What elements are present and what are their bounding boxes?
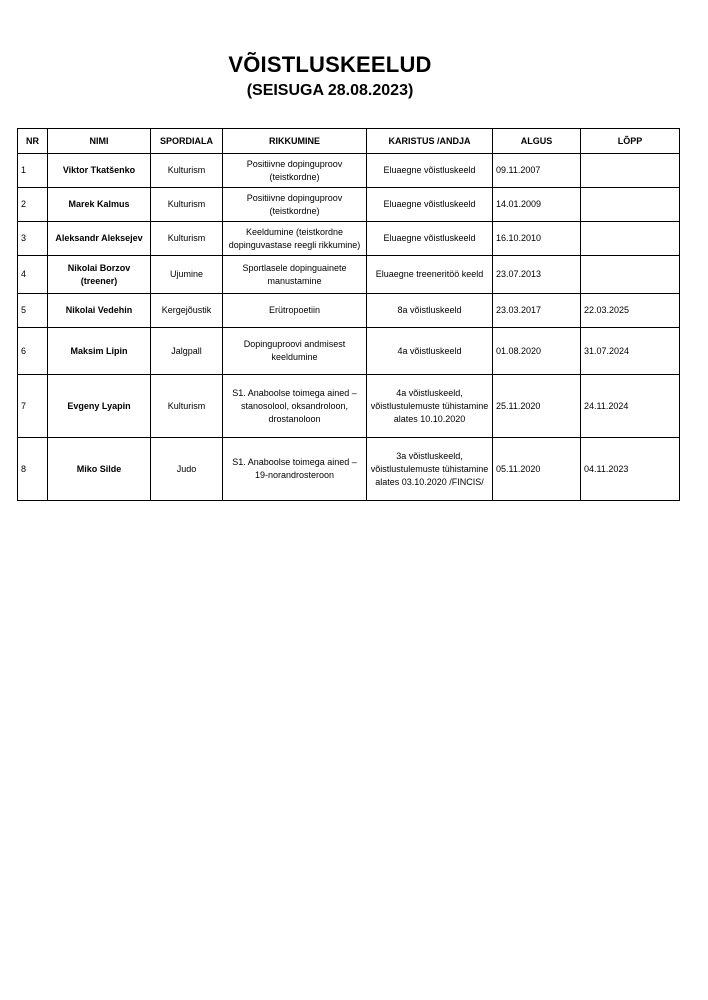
cell-algus: 05.11.2020	[493, 438, 581, 501]
cell-karistus: Eluaegne võistluskeeld	[367, 154, 493, 188]
cell-lopp: 31.07.2024	[581, 328, 680, 375]
cell-lopp	[581, 222, 680, 256]
column-header-karistus: KARISTUS /ANDJA	[367, 129, 493, 154]
cell-spordiala: Kulturism	[151, 222, 223, 256]
column-header-nimi: NIMI	[48, 129, 151, 154]
cell-nr: 2	[18, 188, 48, 222]
page-title: VÕISTLUSKEELUD	[228, 52, 432, 77]
column-header-lopp: LÕPP	[581, 129, 680, 154]
table-header-row	[18, 129, 680, 154]
cell-nimi: Marek Kalmus	[48, 188, 151, 222]
cell-nimi: Miko Silde	[48, 438, 151, 501]
suspensions-table	[17, 128, 680, 501]
cell-algus: 01.08.2020	[493, 328, 581, 375]
cell-nimi: Nikolai Borzov (treener)	[48, 256, 151, 294]
cell-algus: 16.10.2010	[493, 222, 581, 256]
cell-algus: 25.11.2020	[493, 375, 581, 438]
cell-rikkumine: S1. Anaboolse toimega ained – stanosolool, oksandroloon, drostanoloon	[223, 375, 367, 438]
cell-rikkumine: Positiivne dopinguproov (teistkordne)	[223, 188, 367, 222]
cell-lopp	[581, 188, 680, 222]
cell-algus: 09.11.2007	[493, 154, 581, 188]
cell-algus: 14.01.2009	[493, 188, 581, 222]
table-row	[18, 256, 680, 294]
cell-karistus: 3a võistluskeeld, võistlustulemuste tühistamine alates 03.10.2020 /FINCIS/	[367, 438, 493, 501]
cell-rikkumine: Sportlasele dopinguainete manustamine	[223, 256, 367, 294]
table-row	[18, 438, 680, 501]
cell-lopp: 22.03.2025	[581, 294, 680, 328]
cell-nr: 3	[18, 222, 48, 256]
cell-spordiala: Judo	[151, 438, 223, 501]
column-header-spordiala: SPORDIALA	[151, 129, 223, 154]
cell-nr: 5	[18, 294, 48, 328]
cell-spordiala: Kergejõustik	[151, 294, 223, 328]
page-subtitle: (SEISUGA 28.08.2023)	[246, 82, 414, 99]
cell-lopp	[581, 256, 680, 294]
table-row	[18, 154, 680, 188]
cell-spordiala: Kulturism	[151, 375, 223, 438]
cell-spordiala: Kulturism	[151, 188, 223, 222]
cell-spordiala: Kulturism	[151, 154, 223, 188]
cell-karistus: Eluaegne võistluskeeld	[367, 188, 493, 222]
cell-karistus: 8a võistluskeeld	[367, 294, 493, 328]
cell-rikkumine: Erütropoetiin	[223, 294, 367, 328]
cell-nimi: Viktor Tkatšenko	[48, 154, 151, 188]
table-row	[18, 222, 680, 256]
cell-lopp: 04.11.2023	[581, 438, 680, 501]
cell-karistus: Eluaegne võistluskeeld	[367, 222, 493, 256]
cell-rikkumine: S1. Anaboolse toimega ained – 19-norandrosteroon	[223, 438, 367, 501]
cell-algus: 23.07.2013	[493, 256, 581, 294]
cell-nr: 6	[18, 328, 48, 375]
table-row	[18, 188, 680, 222]
cell-karistus: 4a võistluskeeld, võistlustulemuste tühistamine alates 10.10.2020	[367, 375, 493, 438]
table-row	[18, 375, 680, 438]
cell-nimi: Nikolai Vedehin	[48, 294, 151, 328]
cell-nimi: Maksim Lipin	[48, 328, 151, 375]
cell-karistus: Eluaegne treeneritöö keeld	[367, 256, 493, 294]
table-row	[18, 328, 680, 375]
column-header-rikkumine: RIKKUMINE	[223, 129, 367, 154]
cell-algus: 23.03.2017	[493, 294, 581, 328]
cell-nr: 4	[18, 256, 48, 294]
cell-nimi: Aleksandr Aleksejev	[48, 222, 151, 256]
cell-nr: 8	[18, 438, 48, 501]
cell-nr: 1	[18, 154, 48, 188]
cell-nimi: Evgeny Lyapin	[48, 375, 151, 438]
cell-spordiala: Jalgpall	[151, 328, 223, 375]
cell-rikkumine: Keeldumine (teistkordne dopinguvastase reegli rikkumine)	[223, 222, 367, 256]
cell-karistus: 4a võistluskeeld	[367, 328, 493, 375]
cell-rikkumine: Positiivne dopinguproov (teistkordne)	[223, 154, 367, 188]
cell-spordiala: Ujumine	[151, 256, 223, 294]
column-header-algus: ALGUS	[493, 129, 581, 154]
cell-nr: 7	[18, 375, 48, 438]
cell-lopp: 24.11.2024	[581, 375, 680, 438]
cell-lopp	[581, 154, 680, 188]
cell-rikkumine: Dopinguproovi andmisest keeldumine	[223, 328, 367, 375]
column-header-nr: NR	[18, 129, 48, 154]
table-row	[18, 294, 680, 328]
